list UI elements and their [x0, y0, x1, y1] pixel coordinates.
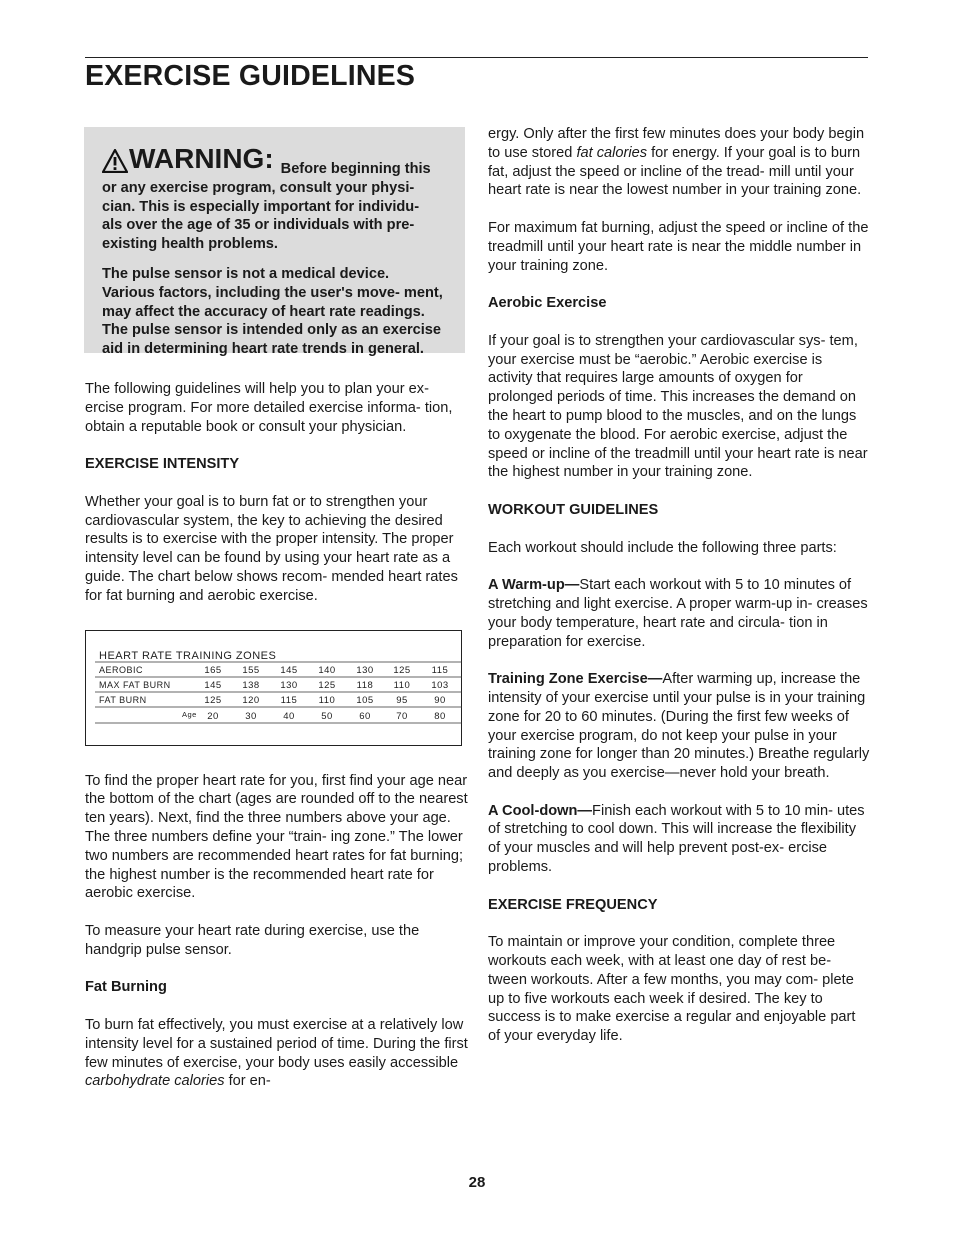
table-cell: 130	[280, 679, 298, 691]
page-title: EXERCISE GUIDELINES	[85, 60, 416, 92]
training-zone-text: After warming up, increase the intensity of your exercise until your pulse is in your training zone for 20 to 60 minutes. (During the first few weeks of your exercise program, do not keep your pulse in your training zone for longer than 20 minutes.) Breathe regularly and deeply as you exercise—never hold your breath.	[488, 671, 870, 782]
table-cell: 155	[242, 664, 260, 676]
fat-burning-paragraph	[85, 1016, 468, 1091]
intensity-heading: EXERCISE INTENSITY	[85, 456, 240, 473]
fat-burning-heading: Fat Burning	[85, 979, 167, 996]
warmup-paragraph	[488, 576, 870, 651]
warning-triangle-icon	[102, 149, 128, 173]
intro-paragraph: The following guidelines will help you to plan your ex- ercise program. For more detailed exercise informa- tion, obtain a reputable book or consult your physician.	[85, 381, 453, 435]
table-cell: 110	[318, 694, 336, 706]
warning-word: WARNING:	[129, 143, 274, 174]
table-cell: 125	[318, 679, 336, 691]
warning-box	[84, 127, 465, 358]
training-zone-label: Training Zone Exercise—	[488, 671, 663, 688]
table-cell: 140	[318, 664, 336, 676]
frequency-heading: EXERCISE FREQUENCY	[488, 896, 658, 913]
age-cell: 50	[321, 710, 333, 722]
table-cell: 125	[204, 694, 222, 706]
warning-heading	[102, 145, 281, 173]
left-column	[85, 127, 468, 1110]
warning-note: The pulse sensor is not a medical device. Various factors, including the user's move- ment, may affect the accuracy of heart rate readings. The pulse sensor is intended only as an exercise aid in determining heart rate trends in general.	[102, 265, 443, 358]
table-cell: 145	[204, 679, 222, 691]
table-cell: 138	[242, 679, 260, 691]
table-cell: 120	[242, 694, 260, 706]
workout-intro: Each workout should include the following three parts:	[488, 539, 837, 556]
page-number: 28	[468, 1174, 486, 1191]
cooldown-label: A Cool-down—	[488, 802, 593, 819]
age-cell: 30	[245, 710, 257, 722]
age-cell: 20	[207, 710, 219, 722]
table-cell: 118	[356, 679, 374, 691]
row-label: AEROBIC	[99, 664, 144, 675]
age-label: Age	[182, 709, 197, 719]
chart-title: HEART RATE TRAINING ZONES	[99, 649, 277, 662]
intensity-paragraph: Whether your goal is to burn fat or to strengthen your cardiovascular system, the key to achieving the desired results is to exercise with the proper intensity. The proper intensity level can be found by using your heart rate as a guide. The chart below shows recom- mended heart rates for fat burning and aerobic exercise.	[85, 493, 458, 604]
table-cell: 105	[356, 694, 374, 706]
table-cell: 115	[431, 664, 449, 676]
max-fat-paragraph: For maximum fat burning, adjust the speed or incline of the treadmill until your heart rate is near the middle number in your training zone.	[488, 219, 869, 274]
table-cell: 90	[434, 694, 446, 706]
fat-text-emphasis: carbohydrate calories	[85, 1073, 225, 1090]
warmup-text: Start each workout with 5 to 10 minutes of stretching and light exercise. A proper warm-up in- creases your body temperature, heart rate and circula- tion in preparation for exercise.	[488, 577, 868, 650]
table-cell: 145	[280, 664, 298, 676]
age-cell: 40	[283, 710, 295, 722]
warmup-label: A Warm-up—	[488, 577, 580, 594]
heart-rate-table-svg	[86, 631, 463, 747]
table-cell: 95	[396, 694, 408, 706]
find-rate-paragraph: To find the proper heart rate for you, first find your age near the bottom of the chart (ages are rounded off to the nearest ten years). Next, find the three numbers above your age. The three numbers define your “train- ing zone.” The lower two numbers are recommended heart rates for fat burning; the highest number is the recommended heart rate for aerobic exercise.	[85, 772, 468, 902]
table-cell: 103	[431, 679, 449, 691]
age-cell: 80	[434, 710, 446, 722]
warning-lead	[102, 145, 443, 254]
frequency-paragraph: To maintain or improve your condition, complete three workouts each week, with at least one day of rest be- tween workouts. After a few months, you may com- plete up to five workouts each week if desired. The key to success is to make exercise a regular and enjoyable part of your everyday life.	[488, 934, 856, 1045]
top-rule	[85, 57, 868, 58]
heart-rate-chart	[85, 630, 462, 746]
age-cell: 70	[396, 710, 408, 722]
cooldown-text: Finish each workout with 5 to 10 min- utes of stretching to cool down. This will increase the flexibility of your muscles and will help prevent post-ex- ercise problems.	[488, 802, 865, 876]
cont-text-a: ergy. Only after the first few minutes does your body begin to use stored	[488, 126, 865, 161]
workout-heading: WORKOUT GUIDELINES	[488, 501, 659, 518]
continued-paragraph	[488, 125, 870, 200]
cont-text-emphasis: fat calories	[576, 144, 648, 161]
right-column	[488, 125, 870, 1065]
cooldown-paragraph	[488, 802, 870, 877]
aerobic-heading: Aerobic Exercise	[488, 295, 607, 312]
table-cell: 165	[204, 664, 222, 676]
training-zone-paragraph	[488, 670, 870, 783]
table-cell: 115	[280, 694, 298, 706]
table-cell: 130	[356, 664, 374, 676]
measure-paragraph: To measure your heart rate during exercise, use the handgrip pulse sensor.	[85, 922, 420, 958]
row-label: FAT BURN	[99, 694, 147, 705]
fat-text-a: To burn fat effectively, you must exercise at a relatively low intensity level for a sustained period of time. During the first few minutes of exercise, your body uses easily accessible	[85, 1016, 468, 1071]
fat-text-b: for en-	[224, 1073, 271, 1090]
row-label: MAX FAT BURN	[99, 679, 171, 690]
warning-lead-text: Before beginning this or any exercise program, consult your physi- cian. This is especially important for individu- als over the age of 35 or individuals with pre- existing health problems.	[102, 161, 431, 253]
aerobic-paragraph: If your goal is to strengthen your cardiovascular sys- tem, your exercise must be “aerobic.” Aerobic exercise is activity that requires large amounts of oxygen for prolonged periods of time. This increases the demand on the heart to pump blood to the muscles, and on the lungs to oxygenate the blood. For aerobic exercise, adjust the speed or incline of the treadmill until your heart rate is near the highest number in your training zone.	[488, 332, 868, 481]
table-cell: 125	[393, 664, 411, 676]
age-cell: 60	[359, 710, 371, 722]
cont-text-b: for energy. If your goal is to burn fat, adjust the speed or incline of the tread- mill until your heart rate is near the lowest number in your training zone.	[488, 144, 862, 199]
table-cell: 110	[393, 679, 411, 691]
